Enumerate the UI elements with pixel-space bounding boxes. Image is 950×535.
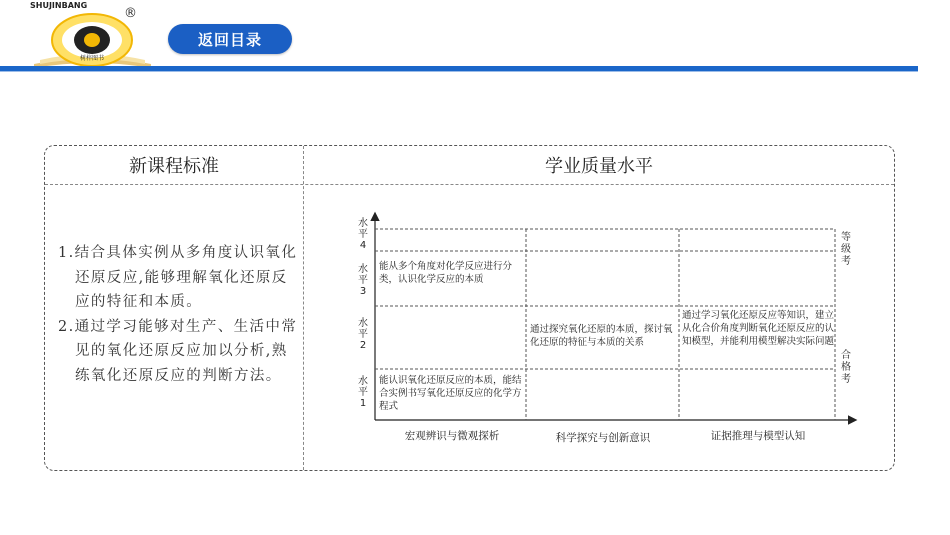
column-header-quality: 学业质量水平 [545, 156, 653, 177]
back-to-contents-button[interactable]: 返回目录 [168, 24, 292, 54]
y-label-level-4: 水 平 4 [358, 218, 368, 251]
standard-item: 1.结合具体实例从多角度认识氧化还原反应,能够理解氧化还原反应的特征和本质。 [58, 245, 298, 310]
logo-caption: 树梓图书 [79, 55, 105, 62]
registered-mark: ® [124, 6, 137, 21]
logo-arc-text: SHUJINBANG [30, 1, 88, 10]
column-header-standards: 新课程标准 [129, 156, 219, 177]
standard-item: 2.通过学习能够对生产、生活中常见的氧化还原反应加以分析,熟练氧化还原反应的判断方法。 [58, 318, 298, 384]
y-label-level-2: 水 平 2 [358, 318, 368, 351]
y-label-level-3: 水 平 3 [358, 264, 368, 297]
x-label-inquiry: 科学探究与创新意识 [555, 432, 651, 444]
y-label-level-1: 水 平 1 [358, 376, 368, 409]
quality-level-chart [340, 212, 860, 452]
cell-level2-model: 通过学习氧化还原反应等知识，建立从化合价角度判断氧化还原反应的认知模型，并能利用模型解决实际问题 [682, 310, 835, 347]
label-rank-exam: 等 级 考 [841, 232, 851, 267]
column-divider [303, 146, 304, 470]
cell-level3-macro: 能从多个角度对化学反应进行分类，认识化学反应的本质 [379, 261, 513, 285]
x-label-reasoning: 证据推理与模型认知 [710, 430, 806, 442]
label-pass-exam: 合 格 考 [841, 350, 851, 385]
cell-level1-macro: 能认识氧化还原反应的本质，能结合实例书写氧化还原反应的化学方程式 [379, 375, 522, 412]
header-divider-thin [0, 71, 918, 72]
cell-level2-inquiry: 通过探究氧化还原的本质，探讨氧化还原的特征与本质的关系 [530, 324, 673, 348]
x-label-macro-micro: 宏观辨识与微观探析 [404, 430, 500, 442]
header-row-divider [45, 184, 894, 185]
standards-list [58, 241, 298, 388]
